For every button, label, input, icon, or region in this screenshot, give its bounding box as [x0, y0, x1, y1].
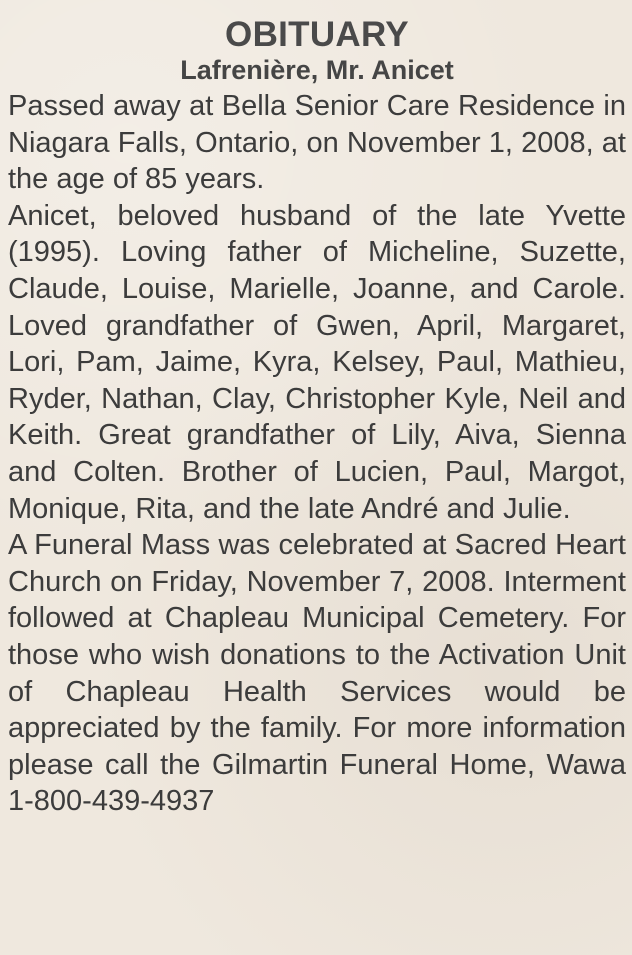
deceased-name: Lafrenière, Mr. Anicet	[180, 55, 454, 85]
passing-paragraph: Passed away at Bella Senior Care Residence in Niagara Falls, Ontario, on November 1, 2008, at the age of 85 years.	[8, 90, 626, 196]
family-paragraph: Anicet, beloved husband of the late Yvette (1995). Loving father of Micheline, Suzette, Claude, Louise, Marielle, Joanne, and Carole. Loved grandfather of Gwen, April, Margaret, Lori, Pam, Jaime, Kyra, Kelsey, Paul, Mathieu, Ryder, Nathan, Clay, Christopher Kyle, Neil and Keith. Great grandfather of Lily, Aiva, Sienna and Colten. Brother of Lucien, Paul, Margot, Monique, Rita, and the late André and Julie.	[8, 199, 626, 525]
obituary-title: OBITUARY	[225, 15, 409, 54]
funeral-paragraph: A Funeral Mass was celebrated at Sacred Heart Church on Friday, November 7, 2008. Interment followed at Chapleau Municipal Cemetery. For those who wish donations to the Activation Unit of Chapleau Health Services would be appreciated by the family. For more information please call the Gilmartin Funeral Home, Wawa 1-800-439-4937	[8, 529, 626, 818]
